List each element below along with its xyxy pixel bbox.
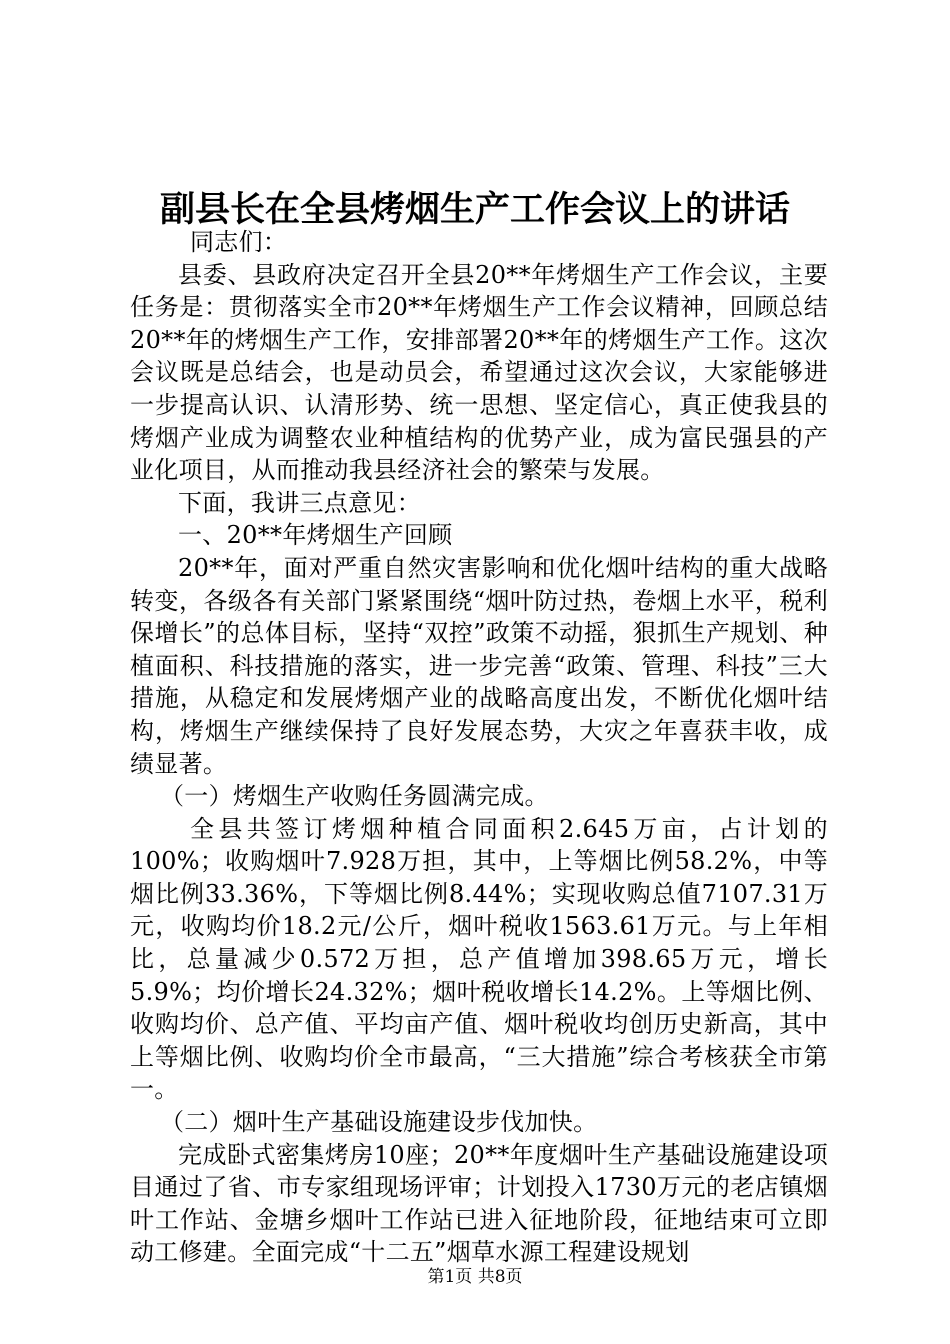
- subsection-heading: （一）烤烟生产收购任务圆满完成。: [160, 782, 549, 811]
- body-paragraph: 完成卧式密集烤房10座；20**年度烟叶生产基础设施建设项目通过了省、市专家组现场评审；计划投入1730万元的老店镇烟叶工作站、金塘乡烟叶工作站已进入征地阶段，征地结束可立即动工修建。全面完成“十二五”烟草水源工程建设规划: [130, 1140, 828, 1267]
- salutation-paragraph: 同志们：: [190, 228, 288, 256]
- section-heading: 一、20**年烤烟生产回顾: [178, 521, 453, 550]
- page-footer: 第1页 共8页: [427, 1267, 523, 1287]
- body-paragraph: 20**年，面对严重自然灾害影响和优化烟叶结构的重大战略转变，各级各有关部门紧紧围绕“烟叶防过热，卷烟上水平，税利保增长”的总体目标，坚持“双控”政策不动摇，狠抓生产规划、种植面积、科技措施的落实，进一步完善“政策、管理、科技”三大措施，从稳定和发展烤烟产业的战略高度出发，不断优化烟叶结构，烤烟生产继续保持了良好发展态势，大灾之年喜获丰收，成绩显著。: [130, 553, 828, 778]
- body-paragraph: 全县共签订烤烟种植合同面积2.645万亩，占计划的100%；收购烟叶7.928万担，其中，上等烟比例58.2%，中等烟比例33.36%，下等烟比例8.44%；实现收购总值7107.31万元，收购均价18.2元/公斤，烟叶税收1563.61万元。与上年相比，总量减少0.572万担，总产值增加398.65万元，增长5.9%；均价增长24.32%；烟叶税收增长14.2%。上等烟比例、收购均价、总产值、平均亩产值、烟叶税收均创历史新高，其中上等烟比例、收购均价全市最高，“三大措施”综合考核获全市第一。: [130, 814, 828, 1104]
- body-paragraph: 下面，我讲三点意见：: [178, 488, 421, 517]
- document-body: [130, 226, 828, 1269]
- body-paragraph: 县委、县政府决定召开全县20**年烤烟生产工作会议，主要任务是：贯彻落实全市20**年烤烟生产工作会议精神，回顾总结20**年的烤烟生产工作，安排部署20**年的烤烟生产工作。这次会议既是总结会，也是动员会，希望通过这次会议，大家能够进一步提高认识、认清形势、统一思想、坚定信心，真正使我县的烤烟产业成为调整农业种植结构的优势产业，成为富民强县的产业化项目，从而推动我县经济社会的繁荣与发展。: [130, 260, 828, 485]
- document-title: 副县长在全县烤烟生产工作会议上的讲话: [159, 190, 790, 230]
- subsection-heading: （二）烟叶生产基础设施建设步伐加快。: [160, 1108, 598, 1137]
